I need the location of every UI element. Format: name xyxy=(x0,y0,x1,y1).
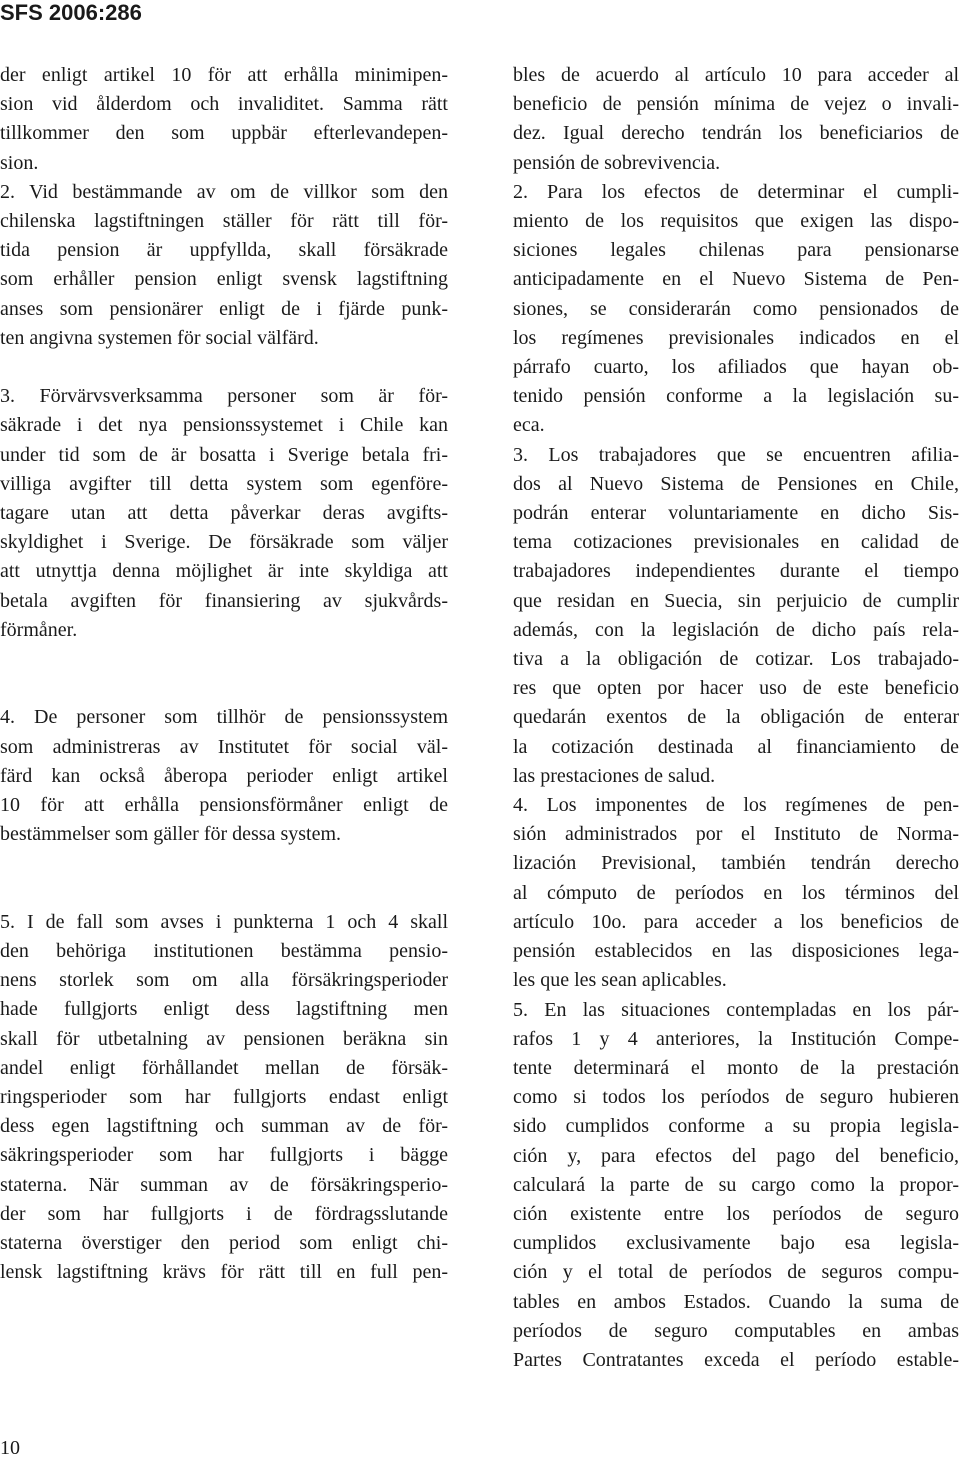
spanish-text-line: dos al Nuevo Sistema de Pensiones en Chile, xyxy=(513,472,959,495)
swedish-text-line: förmåner. xyxy=(0,618,78,641)
spanish-text-line: 3. Los trabajadores que se encuentren afilia- xyxy=(513,443,959,466)
spanish-text-line: los regímenes previsionales indicados en el xyxy=(513,326,959,349)
swedish-text-line: säkrade i det nya pensionssystemet i Chile kan xyxy=(0,414,448,437)
spanish-text-line: tables en ambos Estados. Cuando la suma de xyxy=(513,1290,959,1313)
swedish-text-line: ringsperioder som har fullgjorts endast enligt xyxy=(0,1086,448,1109)
spanish-text-line: pensión establecidos en las disposiciones lega- xyxy=(513,940,959,963)
swedish-text-line: 3. Förvärvsverksamma personer som är för- xyxy=(0,385,448,408)
spanish-text-line: quedarán exentos de la obligación de enterar xyxy=(513,706,959,729)
spanish-text-line: ción y, para efectos del pago del beneficio, xyxy=(513,1144,959,1167)
swedish-text-line: färd kan också åberopa perioder enligt artikel xyxy=(0,764,448,787)
spanish-text-line: miento de los requisitos que exigen las dispo- xyxy=(513,210,959,233)
swedish-text-line: skyldighet i Sverige. De försäkrade som väljer xyxy=(0,531,448,554)
swedish-text-line: staterna. När summan av de försäkringsperio- xyxy=(0,1173,448,1196)
swedish-text-line: ten angivna systemen för social välfärd. xyxy=(0,326,319,349)
spanish-text-line: además, con la legislación de dicho país rela- xyxy=(513,618,959,641)
spanish-text-line: al cómputo de períodos en los términos del xyxy=(513,881,959,904)
swedish-blank-line xyxy=(0,879,448,908)
swedish-text-line: att utnyttja denna möjlighet är inte skyldiga att xyxy=(0,560,448,583)
spanish-text-line: artículo 10o. para acceder a los beneficios de xyxy=(513,910,959,933)
spanish-text-line: lización Previsional, también tendrán derecho xyxy=(513,852,959,875)
spanish-text-line: sido cumplidos conforme a su propia legisla- xyxy=(513,1115,959,1138)
document-header: SFS 2006:286 xyxy=(0,0,142,25)
swedish-text-line: anses som pensionärer enligt de i fjärde punk- xyxy=(0,297,448,320)
spanish-text-line: podrán enterar voluntariamente en dicho Sis- xyxy=(513,502,959,525)
swedish-text-line: tida pension är uppfyllda, skall försäkrade xyxy=(0,239,448,262)
swedish-text-line: som administreras av Institutet för social väl- xyxy=(0,735,448,758)
spanish-text-line: les que les sean aplicables. xyxy=(513,969,727,992)
spanish-text-line: trabajadores independientes durante el tiempo xyxy=(513,560,959,583)
swedish-text-line: hade fullgjorts enligt dess lagstiftning men xyxy=(0,998,448,1021)
spanish-text-line: rafos 1 y 4 anteriores, la Institución Compe- xyxy=(513,1027,959,1050)
spanish-text-line: sión administrados por el Instituto de Norma- xyxy=(513,823,959,846)
swedish-text-line: den behöriga institutionen bestämma pensio- xyxy=(0,940,448,963)
spanish-text-line: tema cotizaciones previsionales en calidad de xyxy=(513,531,959,554)
spanish-text-line: párrafo cuarto, los afiliados que hayan ob- xyxy=(513,356,959,379)
spanish-text-line: res que opten por hacer uso de este beneficio xyxy=(513,677,959,700)
spanish-text-line: las prestaciones de salud. xyxy=(513,764,716,787)
swedish-text-line: der som har fullgjorts i de fördragsslutande xyxy=(0,1202,448,1225)
swedish-text-line: 5. I de fall som avses i punkterna 1 och 4 skall xyxy=(0,910,448,933)
swedish-text-line: sion vid ålderdom och invaliditet. Samma rätt xyxy=(0,93,448,116)
spanish-text-line: cumplidos exclusivamente bajo esa legisla- xyxy=(513,1232,959,1255)
spanish-text-line: dez. Igual derecho tendrán los beneficiarios de xyxy=(513,122,959,145)
swedish-text-line: betala avgiften för finansiering av sjukvårds- xyxy=(0,589,448,612)
spanish-text-column xyxy=(513,61,959,1375)
spanish-text-line: eca. xyxy=(513,414,545,437)
swedish-text-line: skall för utbetalning av pensionen beräkna sin xyxy=(0,1027,448,1050)
swedish-blank-line xyxy=(0,645,448,674)
spanish-text-line: Partes Contratantes exceda el período estable- xyxy=(513,1348,959,1371)
swedish-text-line: sion. xyxy=(0,151,39,174)
swedish-text-line: bestämmelser som gäller för dessa system. xyxy=(0,823,342,846)
spanish-text-line: la cotización destinada al financiamiento de xyxy=(513,735,959,758)
swedish-text-line: 2. Vid bestämmande av om de villkor som den xyxy=(0,180,448,203)
spanish-text-line: 2. Para los efectos de determinar el cumpli- xyxy=(513,180,959,203)
swedish-text-line: andel enligt förhållandet mellan de försäk- xyxy=(0,1056,448,1079)
swedish-text-line: tagare utan att detta påverkar deras avgifts- xyxy=(0,502,448,525)
swedish-text-line: nens storlek som om alla försäkringsperioder xyxy=(0,969,448,992)
swedish-text-line: 4. De personer som tillhör de pensionssystem xyxy=(0,706,448,729)
spanish-text-line: 4. Los imponentes de los regímenes de pen- xyxy=(513,794,959,817)
swedish-text-line: dess egen lagstiftning och summan av de för- xyxy=(0,1115,448,1138)
spanish-text-line: pensión de sobrevivencia. xyxy=(513,151,721,174)
spanish-text-line: 5. En las situaciones contempladas en los pár- xyxy=(513,998,959,1021)
swedish-text-line: 10 för att erhålla pensionsförmåner enligt de xyxy=(0,794,448,817)
spanish-text-line: anticipadamente en el Nuevo Sistema de Pen- xyxy=(513,268,959,291)
spanish-text-line: siciones legales chilenas para pensionarse xyxy=(513,239,959,262)
spanish-text-line: beneficio de pensión mínima de vejez o invali- xyxy=(513,93,959,116)
swedish-text-line: der enligt artikel 10 för att erhålla minimipen- xyxy=(0,64,448,86)
swedish-text-line: under tid som de är bosatta i Sverige betala fri- xyxy=(0,443,448,466)
swedish-text-line: lensk lagstiftning krävs för rätt till en full pen- xyxy=(0,1261,448,1284)
spanish-text-line: bles de acuerdo al artículo 10 para acceder al xyxy=(513,64,959,86)
spanish-text-line: calculará la parte de su cargo como la propor- xyxy=(513,1173,959,1196)
spanish-text-line: ción y el total de períodos de seguros compu- xyxy=(513,1261,959,1284)
spanish-text-line: ción existente entre los períodos de seguro xyxy=(513,1202,959,1225)
swedish-text-line: chilenska lagstiftningen ställer för rätt till för- xyxy=(0,210,448,233)
swedish-text-column xyxy=(0,61,448,1287)
spanish-text-line: tenido pensión conforme a la legislación su- xyxy=(513,385,959,408)
spanish-text-line: siones, se considerarán como pensionados de xyxy=(513,297,959,320)
spanish-text-line: como si todos los períodos de seguro hubieren xyxy=(513,1086,959,1109)
swedish-blank-line xyxy=(0,353,448,382)
swedish-text-line: staterna överstiger den period som enligt chi- xyxy=(0,1232,448,1255)
swedish-text-line: villiga avgifter till detta system som egenföre- xyxy=(0,472,448,495)
swedish-text-line: som erhåller pension enligt svensk lagstiftning xyxy=(0,268,448,291)
swedish-text-line: tillkommer den som uppbär efterlevandepen- xyxy=(0,122,448,145)
swedish-text-line: säkringsperioder som har fullgjorts i bägge xyxy=(0,1144,448,1167)
spanish-text-line: tente determinará el monto de la prestación xyxy=(513,1056,959,1079)
spanish-text-line: períodos de seguro computables en ambas xyxy=(513,1319,959,1342)
swedish-blank-line xyxy=(0,674,448,703)
swedish-blank-line xyxy=(0,849,448,878)
page-number: 10 xyxy=(0,1437,20,1459)
spanish-text-line: tiva a la obligación de cotizar. Los trabajado- xyxy=(513,648,959,671)
spanish-text-line: que residan en Suecia, sin perjuicio de cumplir xyxy=(513,589,959,612)
